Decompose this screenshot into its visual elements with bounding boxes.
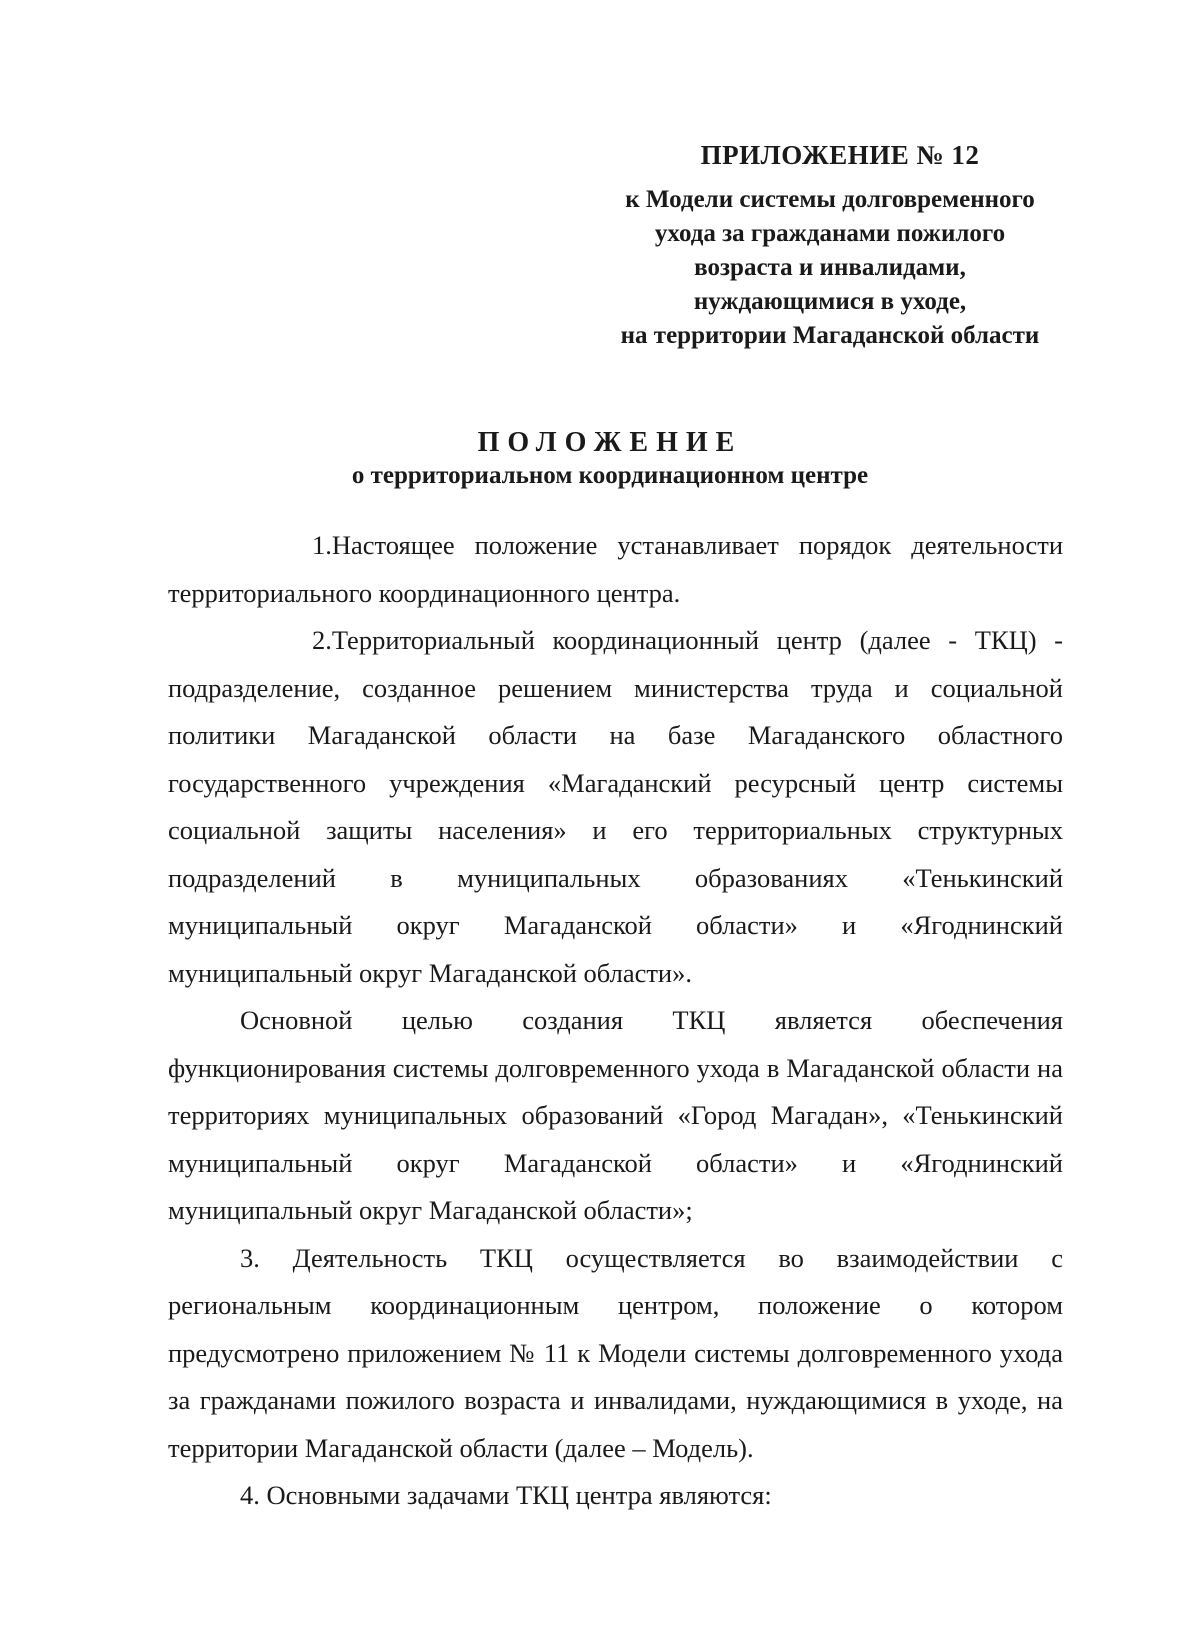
paragraph-1 <box>168 522 1063 617</box>
document-title: ПОЛОЖЕНИЕ <box>477 427 743 458</box>
paragraph-text: Территориальный координационный центр (далее - ТКЦ) - подразделение, созданное решением министерства труда и социальной политики Магаданской области на базе Магаданского областного государственного учреждения «Магаданский ресурсный центр системы социальной защиты населения» и его территориальных структурных подразделений в муниципальных образованиях «Тенькинский муниципальный округ Магаданской области» и «Ягоднинский муниципальный округ Магаданской области». <box>168 625 1063 988</box>
appendix-line: на территории Магаданской области <box>620 322 1040 349</box>
appendix-line: нуждающимися в уходе, <box>693 288 967 315</box>
appendix-title: ПРИЛОЖЕНИЕ № 12 <box>700 140 980 170</box>
paragraph-3 <box>168 1235 1063 1473</box>
paragraph-number: 3. <box>240 1242 260 1273</box>
paragraph-text: Деятельность ТКЦ осуществляется во взаимодействии с региональным координационным центром, положение о котором предусмотрено приложением № 11 к Модели системы долговременного ухода за гражданами пожилого возраста и инвалидами, нуждающимися в уходе, на территории Магаданской области (далее – Модель). <box>168 1242 1063 1463</box>
paragraph-number: 2. <box>312 625 332 655</box>
appendix-header <box>580 140 1080 353</box>
paragraph-2-goal <box>168 997 1063 1235</box>
appendix-line: к Модели системы долговременного <box>625 186 1035 213</box>
appendix-line: ухода за гражданами пожилого <box>654 220 1006 247</box>
paragraph-4 <box>168 1472 1063 1520</box>
paragraph-text: Основной целью создания ТКЦ является обеспечения функционирования системы долговременного ухода в Магаданской области на территориях муниципальных образований «Город Магадан», «Тенькинский муниципальный округ Магаданской области» и «Ягоднинский муниципальный округ Магаданской области»; <box>168 1005 1063 1225</box>
appendix-line: возраста и инвалидами, <box>694 254 966 281</box>
paragraph-text: Настоящее положение устанавливает порядок деятельности территориального координационного центра. <box>168 530 1063 608</box>
paragraph-2 <box>168 617 1063 997</box>
paragraph-text: Основными задачами ТКЦ центра являются: <box>266 1480 772 1510</box>
document-body <box>168 522 1063 1520</box>
document-subtitle: о территориальном координационном центре <box>351 462 869 489</box>
paragraph-number: 1. <box>312 530 332 560</box>
paragraph-number: 4. <box>240 1480 260 1510</box>
